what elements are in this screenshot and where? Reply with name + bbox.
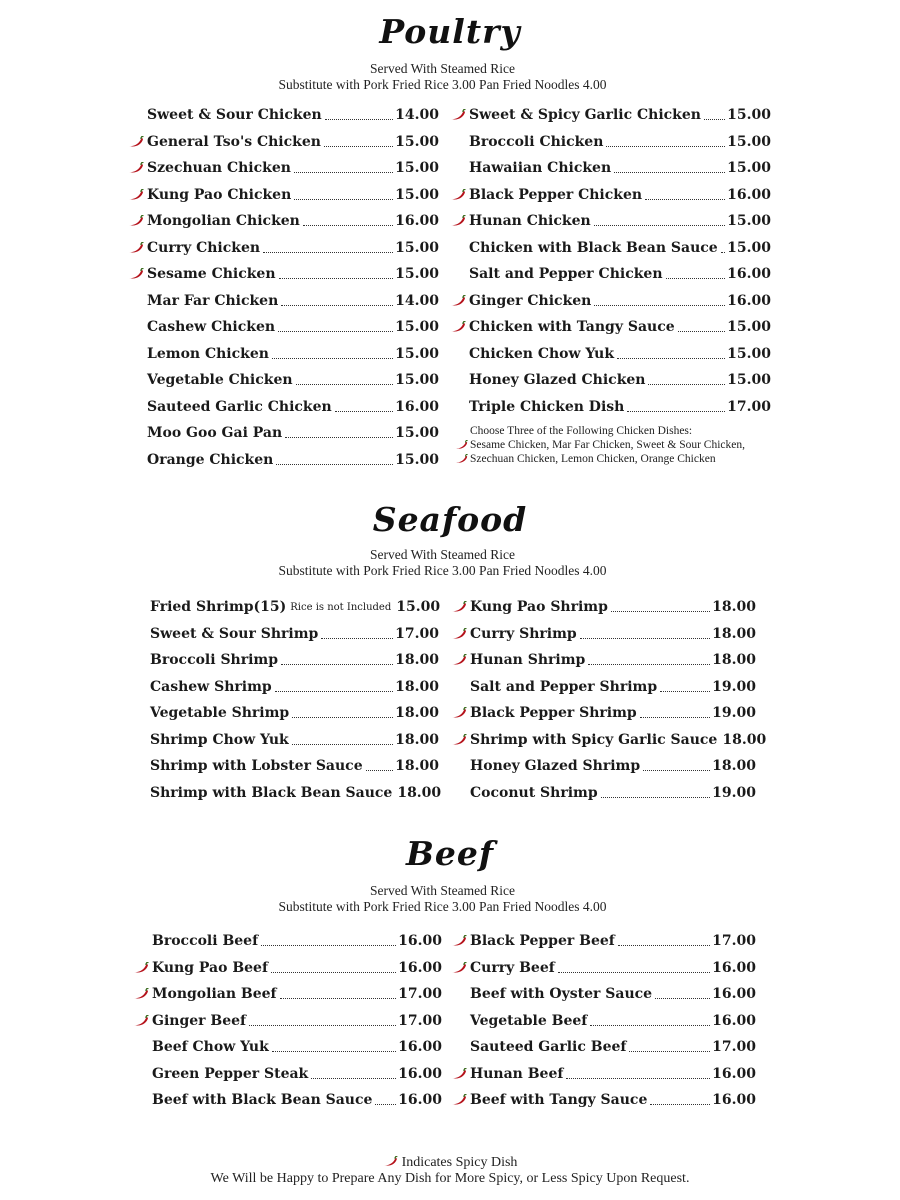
spicy-request-note: We Will be Happy to Prepare Any Dish for More Spicy, or Less Spicy Upon Request. [210, 1171, 690, 1186]
menu-item-price: 16.00 [398, 933, 442, 950]
dot-leader [660, 690, 710, 692]
menu-item-name: Shrimp with Lobster Sauce [150, 758, 363, 775]
menu-item-name: Beef with Oyster Sauce [470, 986, 653, 1003]
menu-item-kung-pao-chicken [147, 182, 439, 209]
menu-item-moo-goo-gai-pan [147, 420, 439, 447]
menu-item-name: Sauteed Garlic Chicken [147, 398, 332, 415]
menu-item-broccoli-chicken [469, 129, 771, 156]
menu-item-price: 16.00 [395, 213, 439, 230]
menu-item-price: 15.00 [395, 451, 439, 468]
menu-item-coconut-shrimp [470, 780, 756, 807]
dot-leader [558, 971, 710, 973]
menu-item-sweet-sour-chicken [147, 102, 439, 129]
menu-item-name: Sweet & Spicy Garlic Chicken [469, 107, 701, 124]
combo-note-text: Choose Three of the Following Chicken Dishes: [470, 425, 693, 437]
combo-note-line [470, 424, 745, 438]
menu-item-price: 15.00 [727, 107, 771, 124]
dot-leader [648, 383, 725, 385]
menu-item-price: 15.00 [395, 319, 439, 336]
dot-leader [272, 357, 393, 359]
menu-item-name: Hunan Beef [470, 1065, 564, 1082]
menu-item-price: 15.00 [395, 425, 439, 442]
menu-item-cashew-shrimp [150, 674, 439, 701]
menu-item-name: Coconut Shrimp [470, 784, 598, 801]
menu-item-name: Black Pepper Beef [470, 933, 615, 950]
menu-item-kung-pao-beef [152, 955, 442, 982]
menu-item-vegetable-beef [470, 1008, 756, 1035]
spicy-legend [0, 1155, 900, 1171]
beef-subtitle-1: Served With Steamed Rice [369, 883, 516, 898]
menu-item-price: 16.00 [398, 1065, 442, 1082]
menu-item-price: 15.00 [395, 160, 439, 177]
dot-leader [650, 1103, 710, 1105]
dot-leader [294, 198, 393, 200]
menu-item-sauteed-garlic-beef [470, 1034, 756, 1061]
menu-item-name: Honey Glazed Chicken [469, 372, 646, 389]
menu-item-price: 18.00 [712, 625, 756, 642]
menu-item-price: 16.00 [398, 1039, 442, 1056]
menu-item-name: Broccoli Chicken [469, 133, 604, 150]
section-title-seafood: Seafood [372, 500, 528, 539]
dot-leader [678, 330, 726, 332]
menu-item-sweet-sour-shrimp [150, 621, 439, 648]
menu-item-price: 17.00 [395, 625, 439, 642]
menu-item-curry-beef [470, 955, 756, 982]
menu-item-price: 15.00 [727, 213, 771, 230]
dot-leader [278, 330, 393, 332]
chili-pepper-icon [451, 601, 467, 613]
dot-leader [281, 663, 393, 665]
menu-item-price: 16.00 [712, 1012, 756, 1029]
menu-item-fried-shrimp-15 [150, 594, 439, 621]
seafood-left-column [150, 594, 442, 806]
dot-leader [366, 769, 394, 771]
menu-item-name: Salt and Pepper Chicken [469, 266, 663, 283]
chili-pepper-icon [451, 707, 467, 719]
dot-leader [640, 716, 710, 718]
menu-item-price: 18.00 [397, 784, 442, 801]
menu-item-name: Curry Shrimp [470, 625, 577, 642]
menu-item-name: Kung Pao Beef [152, 959, 268, 976]
menu-item-shrimp-chow-yuk [150, 727, 439, 754]
menu-item-ginger-beef [152, 1008, 442, 1035]
menu-item-name: Cashew Shrimp [150, 678, 272, 695]
chili-pepper-icon [455, 454, 468, 464]
dot-leader [618, 944, 710, 946]
combo-note-line [470, 438, 745, 452]
menu-item-price: 16.00 [727, 292, 771, 309]
menu-item-name: Chicken with Tangy Sauce [469, 319, 675, 336]
menu-item-name: Shrimp Chow Yuk [150, 731, 289, 748]
chili-pepper-icon [133, 988, 149, 1000]
menu-item-mar-far-chicken [147, 288, 439, 315]
menu-item-name: Mongolian Beef [152, 986, 277, 1003]
menu-item-price: 15.00 [395, 133, 439, 150]
menu-item-mongolian-chicken [147, 208, 439, 235]
menu-item-name: Triple Chicken Dish [469, 398, 625, 415]
menu-item-price: 16.00 [395, 398, 439, 415]
menu-item-ginger-chicken [469, 288, 771, 315]
dot-leader [611, 610, 710, 612]
menu-item-name: Shrimp with Spicy Garlic Sauce [470, 731, 718, 748]
menu-item-name: Hawaiian Chicken [469, 160, 612, 177]
menu-item-name: Sesame Chicken [147, 266, 276, 283]
menu-item-name: Beef with Black Bean Sauce [152, 1092, 373, 1109]
menu-item-triple-chicken-dish [469, 394, 771, 421]
chili-pepper-icon [451, 962, 467, 974]
menu-item-price: 15.00 [727, 372, 771, 389]
menu-item-price: 19.00 [712, 705, 756, 722]
menu-item-price: 18.00 [395, 758, 439, 775]
chili-pepper-icon [128, 136, 144, 148]
dot-leader [606, 145, 725, 147]
menu-item-price: 15.00 [395, 266, 439, 283]
menu-item-price: 18.00 [722, 731, 767, 748]
dot-leader [655, 997, 710, 999]
menu-item-price: 15.00 [395, 372, 439, 389]
chili-pepper-icon [128, 242, 144, 254]
dot-leader [303, 224, 393, 226]
dot-leader [643, 769, 710, 771]
dot-leader [666, 277, 726, 279]
beef-right-column [470, 928, 756, 1114]
menu-item-price: 18.00 [395, 652, 439, 669]
chili-pepper-icon [450, 109, 466, 121]
menu-item-beef-chow-yuk [152, 1034, 442, 1061]
menu-item-sesame-chicken [147, 261, 439, 288]
menu-item-note: Rice is not Included [290, 601, 392, 613]
menu-item-mongolian-beef [152, 981, 442, 1008]
dot-leader [601, 796, 711, 798]
menu-item-beef-with-oyster-sauce [470, 981, 756, 1008]
chili-pepper-icon [451, 935, 467, 947]
menu-item-name: Hunan Chicken [469, 213, 591, 230]
chili-pepper-icon [451, 628, 467, 640]
section-title-poultry: Poultry [379, 12, 521, 51]
chili-pepper-icon [128, 215, 144, 227]
dot-leader [335, 410, 393, 412]
menu-item-price: 15.00 [395, 239, 439, 256]
menu-item-name: Sauteed Garlic Beef [470, 1039, 627, 1056]
menu-item-beef-with-black-bean-sauce [152, 1087, 442, 1114]
menu-item-name: Szechuan Chicken [147, 160, 291, 177]
poultry-left-column [147, 102, 439, 473]
dot-leader [594, 224, 725, 226]
dot-leader [594, 304, 725, 306]
menu-item-price: 17.00 [727, 398, 771, 415]
chili-pepper-icon [133, 962, 149, 974]
dot-leader [721, 251, 725, 253]
dot-leader [704, 118, 725, 120]
menu-item-price: 17.00 [712, 933, 756, 950]
menu-item-name: Kung Pao Shrimp [470, 599, 608, 616]
menu-item-price: 18.00 [395, 731, 439, 748]
poultry-subtitle-1: Served With Steamed Rice [369, 61, 516, 76]
menu-item-name: Curry Chicken [147, 239, 261, 256]
chili-pepper-icon [128, 189, 144, 201]
menu-item-price: 17.00 [398, 1012, 442, 1029]
chili-pepper-icon [450, 215, 466, 227]
menu-item-broccoli-shrimp [150, 647, 439, 674]
menu-item-name: Beef Chow Yuk [152, 1039, 269, 1056]
dot-leader [311, 1077, 396, 1079]
menu-item-sweet-spicy-garlic-chicken [469, 102, 771, 129]
menu-item-black-pepper-chicken [469, 182, 771, 209]
combo-note-text: Szechuan Chicken, Lemon Chicken, Orange Chicken [470, 453, 716, 465]
dot-leader [590, 1024, 710, 1026]
menu-item-kung-pao-shrimp [470, 594, 756, 621]
menu-item-name: Chicken Chow Yuk [469, 345, 615, 362]
menu-item-name: Lemon Chicken [147, 345, 269, 362]
menu-item-price: 15.00 [395, 186, 439, 203]
dot-leader [321, 637, 393, 639]
menu-item-price: 18.00 [712, 758, 756, 775]
dot-leader [324, 145, 393, 147]
dot-leader [276, 463, 393, 465]
menu-item-price: 19.00 [712, 784, 756, 801]
menu-item-chicken-chow-yuk [469, 341, 771, 368]
dot-leader [261, 944, 396, 946]
menu-item-shrimp-with-black-bean-sauce [150, 780, 442, 807]
seafood-right-column [470, 594, 767, 806]
menu-item-price: 16.00 [712, 1092, 756, 1109]
chili-pepper-icon [451, 1068, 467, 1080]
menu-item-beef-with-tangy-sauce [470, 1087, 756, 1114]
dot-leader [249, 1024, 396, 1026]
menu-item-name: Ginger Chicken [469, 292, 592, 309]
menu-item-name: Sweet & Sour Shrimp [150, 625, 319, 642]
menu-item-name: Hunan Shrimp [470, 652, 586, 669]
menu-item-cashew-chicken [147, 314, 439, 341]
chili-pepper-icon [451, 1094, 467, 1106]
menu-item-hunan-chicken [469, 208, 771, 235]
menu-item-price: 16.00 [727, 266, 771, 283]
menu-item-honey-glazed-chicken [469, 367, 771, 394]
dot-leader [645, 198, 725, 200]
spicy-legend-text: Indicates Spicy Dish [401, 1155, 518, 1170]
chili-pepper-icon [450, 295, 466, 307]
seafood-subtitle-2: Substitute with Pork Fried Rice 3.00 Pan Fried Noodles 4.00 [278, 563, 607, 578]
menu-item-name: Mar Far Chicken [147, 292, 279, 309]
menu-item-price: 14.00 [395, 107, 439, 124]
menu-item-price: 15.00 [727, 160, 771, 177]
dot-leader [325, 118, 393, 120]
menu-item-name: Kung Pao Chicken [147, 186, 292, 203]
menu-item-name: Cashew Chicken [147, 319, 276, 336]
menu-item-price: 18.00 [712, 652, 756, 669]
menu-item-hunan-shrimp [470, 647, 756, 674]
section-title-beef: Beef [405, 834, 495, 873]
menu-item-orange-chicken [147, 447, 439, 474]
menu-item-broccoli-beef [152, 928, 442, 955]
menu-item-price: 15.00 [727, 319, 771, 336]
menu-item-hunan-beef [470, 1061, 756, 1088]
menu-item-price: 16.00 [398, 959, 442, 976]
menu-item-price: 18.00 [712, 599, 756, 616]
menu-item-name: Vegetable Chicken [147, 372, 293, 389]
menu-item-price: 16.00 [712, 959, 756, 976]
combo-note-line [470, 452, 745, 466]
menu-item-price: 18.00 [395, 705, 439, 722]
chili-pepper-icon [450, 189, 466, 201]
dot-leader [580, 637, 710, 639]
dot-leader [281, 304, 393, 306]
menu-item-name: Sweet & Sour Chicken [147, 107, 322, 124]
chili-pepper-icon [450, 321, 466, 333]
dot-leader [272, 1050, 396, 1052]
menu-item-price: 14.00 [395, 292, 439, 309]
menu-item-price: 18.00 [395, 678, 439, 695]
chili-pepper-icon [383, 1156, 398, 1167]
menu-item-name: Broccoli Shrimp [150, 652, 279, 669]
menu-item-price: 15.00 [727, 133, 771, 150]
dot-leader [280, 997, 397, 999]
menu-item-black-pepper-beef [470, 928, 756, 955]
menu-item-name: General Tso's Chicken [147, 133, 321, 150]
menu-item-name: Chicken with Black Bean Sauce [469, 239, 718, 256]
dot-leader [294, 171, 393, 173]
menu-item-salt-and-pepper-chicken [469, 261, 771, 288]
menu-item-price: 16.00 [398, 1092, 442, 1109]
chili-pepper-icon [455, 440, 468, 450]
menu-item-price: 15.00 [727, 239, 771, 256]
menu-item-shrimp-with-spicy-garlic-sauce [470, 727, 767, 754]
chili-pepper-icon [451, 654, 467, 666]
dot-leader [627, 410, 725, 412]
poultry-right-column [469, 102, 771, 420]
menu-item-name: Mongolian Chicken [147, 213, 300, 230]
menu-item-lemon-chicken [147, 341, 439, 368]
dot-leader [263, 251, 393, 253]
menu-item-name: Vegetable Beef [470, 1012, 588, 1029]
menu-item-name: Fried Shrimp(15) [150, 599, 287, 616]
menu-item-price: 16.00 [712, 986, 756, 1003]
menu-item-price: 16.00 [712, 1065, 756, 1082]
menu-item-vegetable-chicken [147, 367, 439, 394]
dot-leader [275, 690, 393, 692]
menu-item-name: Shrimp with Black Bean Sauce [150, 784, 393, 801]
menu-item-price: 15.00 [396, 599, 441, 616]
menu-item-black-pepper-shrimp [470, 700, 756, 727]
dot-leader [271, 971, 396, 973]
menu-item-green-pepper-steak [152, 1061, 442, 1088]
seafood-subtitle-1: Served With Steamed Rice [369, 547, 516, 562]
menu-item-name: Honey Glazed Shrimp [470, 758, 641, 775]
chili-pepper-icon [451, 734, 467, 746]
menu-item-curry-shrimp [470, 621, 756, 648]
dot-leader [588, 663, 710, 665]
dot-leader [617, 357, 725, 359]
menu-item-name: Black Pepper Chicken [469, 186, 643, 203]
menu-item-hawaiian-chicken [469, 155, 771, 182]
menu-item-shrimp-with-lobster-sauce [150, 753, 439, 780]
menu-item-price: 16.00 [727, 186, 771, 203]
menu-item-name: Ginger Beef [152, 1012, 247, 1029]
dot-leader [629, 1050, 710, 1052]
menu-item-salt-and-pepper-shrimp [470, 674, 756, 701]
menu-item-name: Beef with Tangy Sauce [470, 1092, 648, 1109]
menu-item-price: 17.00 [712, 1039, 756, 1056]
dot-leader [279, 277, 394, 279]
menu-item-name: Vegetable Shrimp [150, 705, 290, 722]
poultry-subtitle-2: Substitute with Pork Fried Rice 3.00 Pan Fried Noodles 4.00 [278, 77, 607, 92]
menu-item-general-tso-s-chicken [147, 129, 439, 156]
menu-item-honey-glazed-shrimp [470, 753, 756, 780]
menu-item-sauteed-garlic-chicken [147, 394, 439, 421]
menu-item-name: Salt and Pepper Shrimp [470, 678, 658, 695]
menu-item-price: 15.00 [395, 345, 439, 362]
triple-chicken-combo-note [470, 424, 745, 466]
dot-leader [566, 1077, 710, 1079]
beef-subtitle-2: Substitute with Pork Fried Rice 3.00 Pan Fried Noodles 4.00 [278, 899, 607, 914]
menu-item-name: Black Pepper Shrimp [470, 705, 637, 722]
menu-item-price: 19.00 [712, 678, 756, 695]
combo-note-text: Sesame Chicken, Mar Far Chicken, Sweet & Sour Chicken, [470, 439, 745, 451]
dot-leader [285, 436, 393, 438]
menu-item-price: 17.00 [398, 986, 442, 1003]
menu-item-name: Orange Chicken [147, 451, 274, 468]
dot-leader [296, 383, 394, 385]
menu-item-vegetable-shrimp [150, 700, 439, 727]
menu-item-name: Broccoli Beef [152, 933, 259, 950]
dot-leader [375, 1103, 396, 1105]
menu-item-chicken-with-black-bean-sauce [469, 235, 771, 262]
menu-item-price: 15.00 [727, 345, 771, 362]
menu-item-name: Green Pepper Steak [152, 1065, 309, 1082]
menu-item-curry-chicken [147, 235, 439, 262]
menu-item-name: Moo Goo Gai Pan [147, 425, 283, 442]
dot-leader [292, 743, 393, 745]
chili-pepper-icon [133, 1015, 149, 1027]
dot-leader [292, 716, 393, 718]
beef-left-column [152, 928, 442, 1114]
menu-item-chicken-with-tangy-sauce [469, 314, 771, 341]
chili-pepper-icon [128, 162, 144, 174]
chili-pepper-icon [128, 268, 144, 280]
dot-leader [614, 171, 725, 173]
menu-item-szechuan-chicken [147, 155, 439, 182]
menu-item-name: Curry Beef [470, 959, 555, 976]
